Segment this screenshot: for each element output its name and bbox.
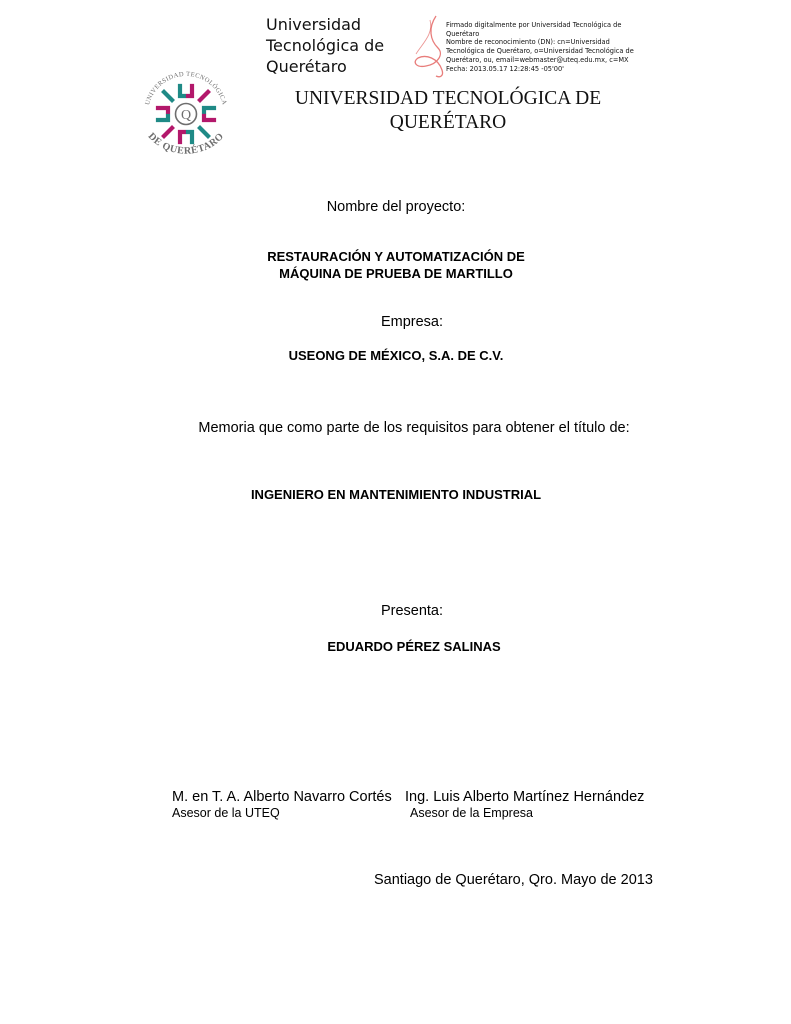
signature-mark-icon bbox=[408, 14, 450, 80]
svg-text:DE QUERÉTARO: DE QUERÉTARO bbox=[145, 130, 227, 157]
project-title bbox=[196, 248, 596, 282]
memoria-text: Memoria que como parte de los requisitos para obtener el título de: bbox=[198, 420, 630, 436]
signature-detail-line: Nombre de reconocimiento (DN): cn=Universidad bbox=[446, 38, 610, 47]
signature-detail-line: Fecha: 2013.05.17 12:28:45 -05'00' bbox=[446, 64, 564, 73]
signature-detail-line: Tecnológica de Querétaro, o=Universidad Tecnológica de bbox=[446, 47, 634, 56]
signature-detail-line: Querétaro bbox=[446, 29, 480, 38]
advisor-company-name: Ing. Luis Alberto Martínez Hernández bbox=[405, 789, 645, 805]
university-title-line: UNIVERSIDAD TECNOLÓGICA DE bbox=[294, 88, 602, 109]
project-title-line: RESTAURACIÓN Y AUTOMATIZACIÓN DE bbox=[267, 249, 525, 264]
logo-letter: Q bbox=[180, 108, 192, 123]
advisor-company-role: Asesor de la Empresa bbox=[410, 806, 533, 820]
signature-name-line: Universidad bbox=[266, 15, 362, 34]
project-label: Nombre del proyecto: bbox=[326, 199, 466, 215]
signature-name bbox=[266, 14, 416, 77]
signature-detail-line: Firmado digitalmente por Universidad Tecnológica de bbox=[446, 21, 622, 29]
advisor-uteq-role: Asesor de la UTEQ bbox=[172, 806, 280, 820]
advisor-uteq-name: M. en T. A. Alberto Navarro Cortés bbox=[172, 789, 392, 805]
project-title-line: MÁQUINA DE PRUEBA DE MARTILLO bbox=[279, 266, 513, 281]
degree-title: INGENIERO EN MANTENIMIENTO INDUSTRIAL bbox=[250, 487, 542, 502]
university-title-line: QUERÉTARO bbox=[389, 112, 507, 133]
presenter-label: Presenta: bbox=[380, 603, 444, 619]
signature-name-line: Querétaro bbox=[266, 57, 347, 76]
place-date: Santiago de Querétaro, Qro. Mayo de 2013 bbox=[374, 872, 653, 888]
university-logo bbox=[138, 56, 234, 176]
company-name: USEONG DE MÉXICO, S.A. DE C.V. bbox=[288, 348, 504, 363]
presenter-name: EDUARDO PÉREZ SALINAS bbox=[327, 639, 501, 654]
signature-detail-line: Querétaro, ou, email=webmaster@uteq.edu.mx, c=MX bbox=[446, 55, 629, 64]
signature-name-line: Tecnológica de bbox=[266, 36, 385, 55]
signature-details bbox=[446, 21, 636, 73]
university-title bbox=[268, 87, 628, 135]
svg-text:UNIVERSIDAD TECNOLÓGICA: UNIVERSIDAD TECNOLÓGICA bbox=[144, 70, 228, 106]
company-label: Empresa: bbox=[380, 314, 444, 330]
